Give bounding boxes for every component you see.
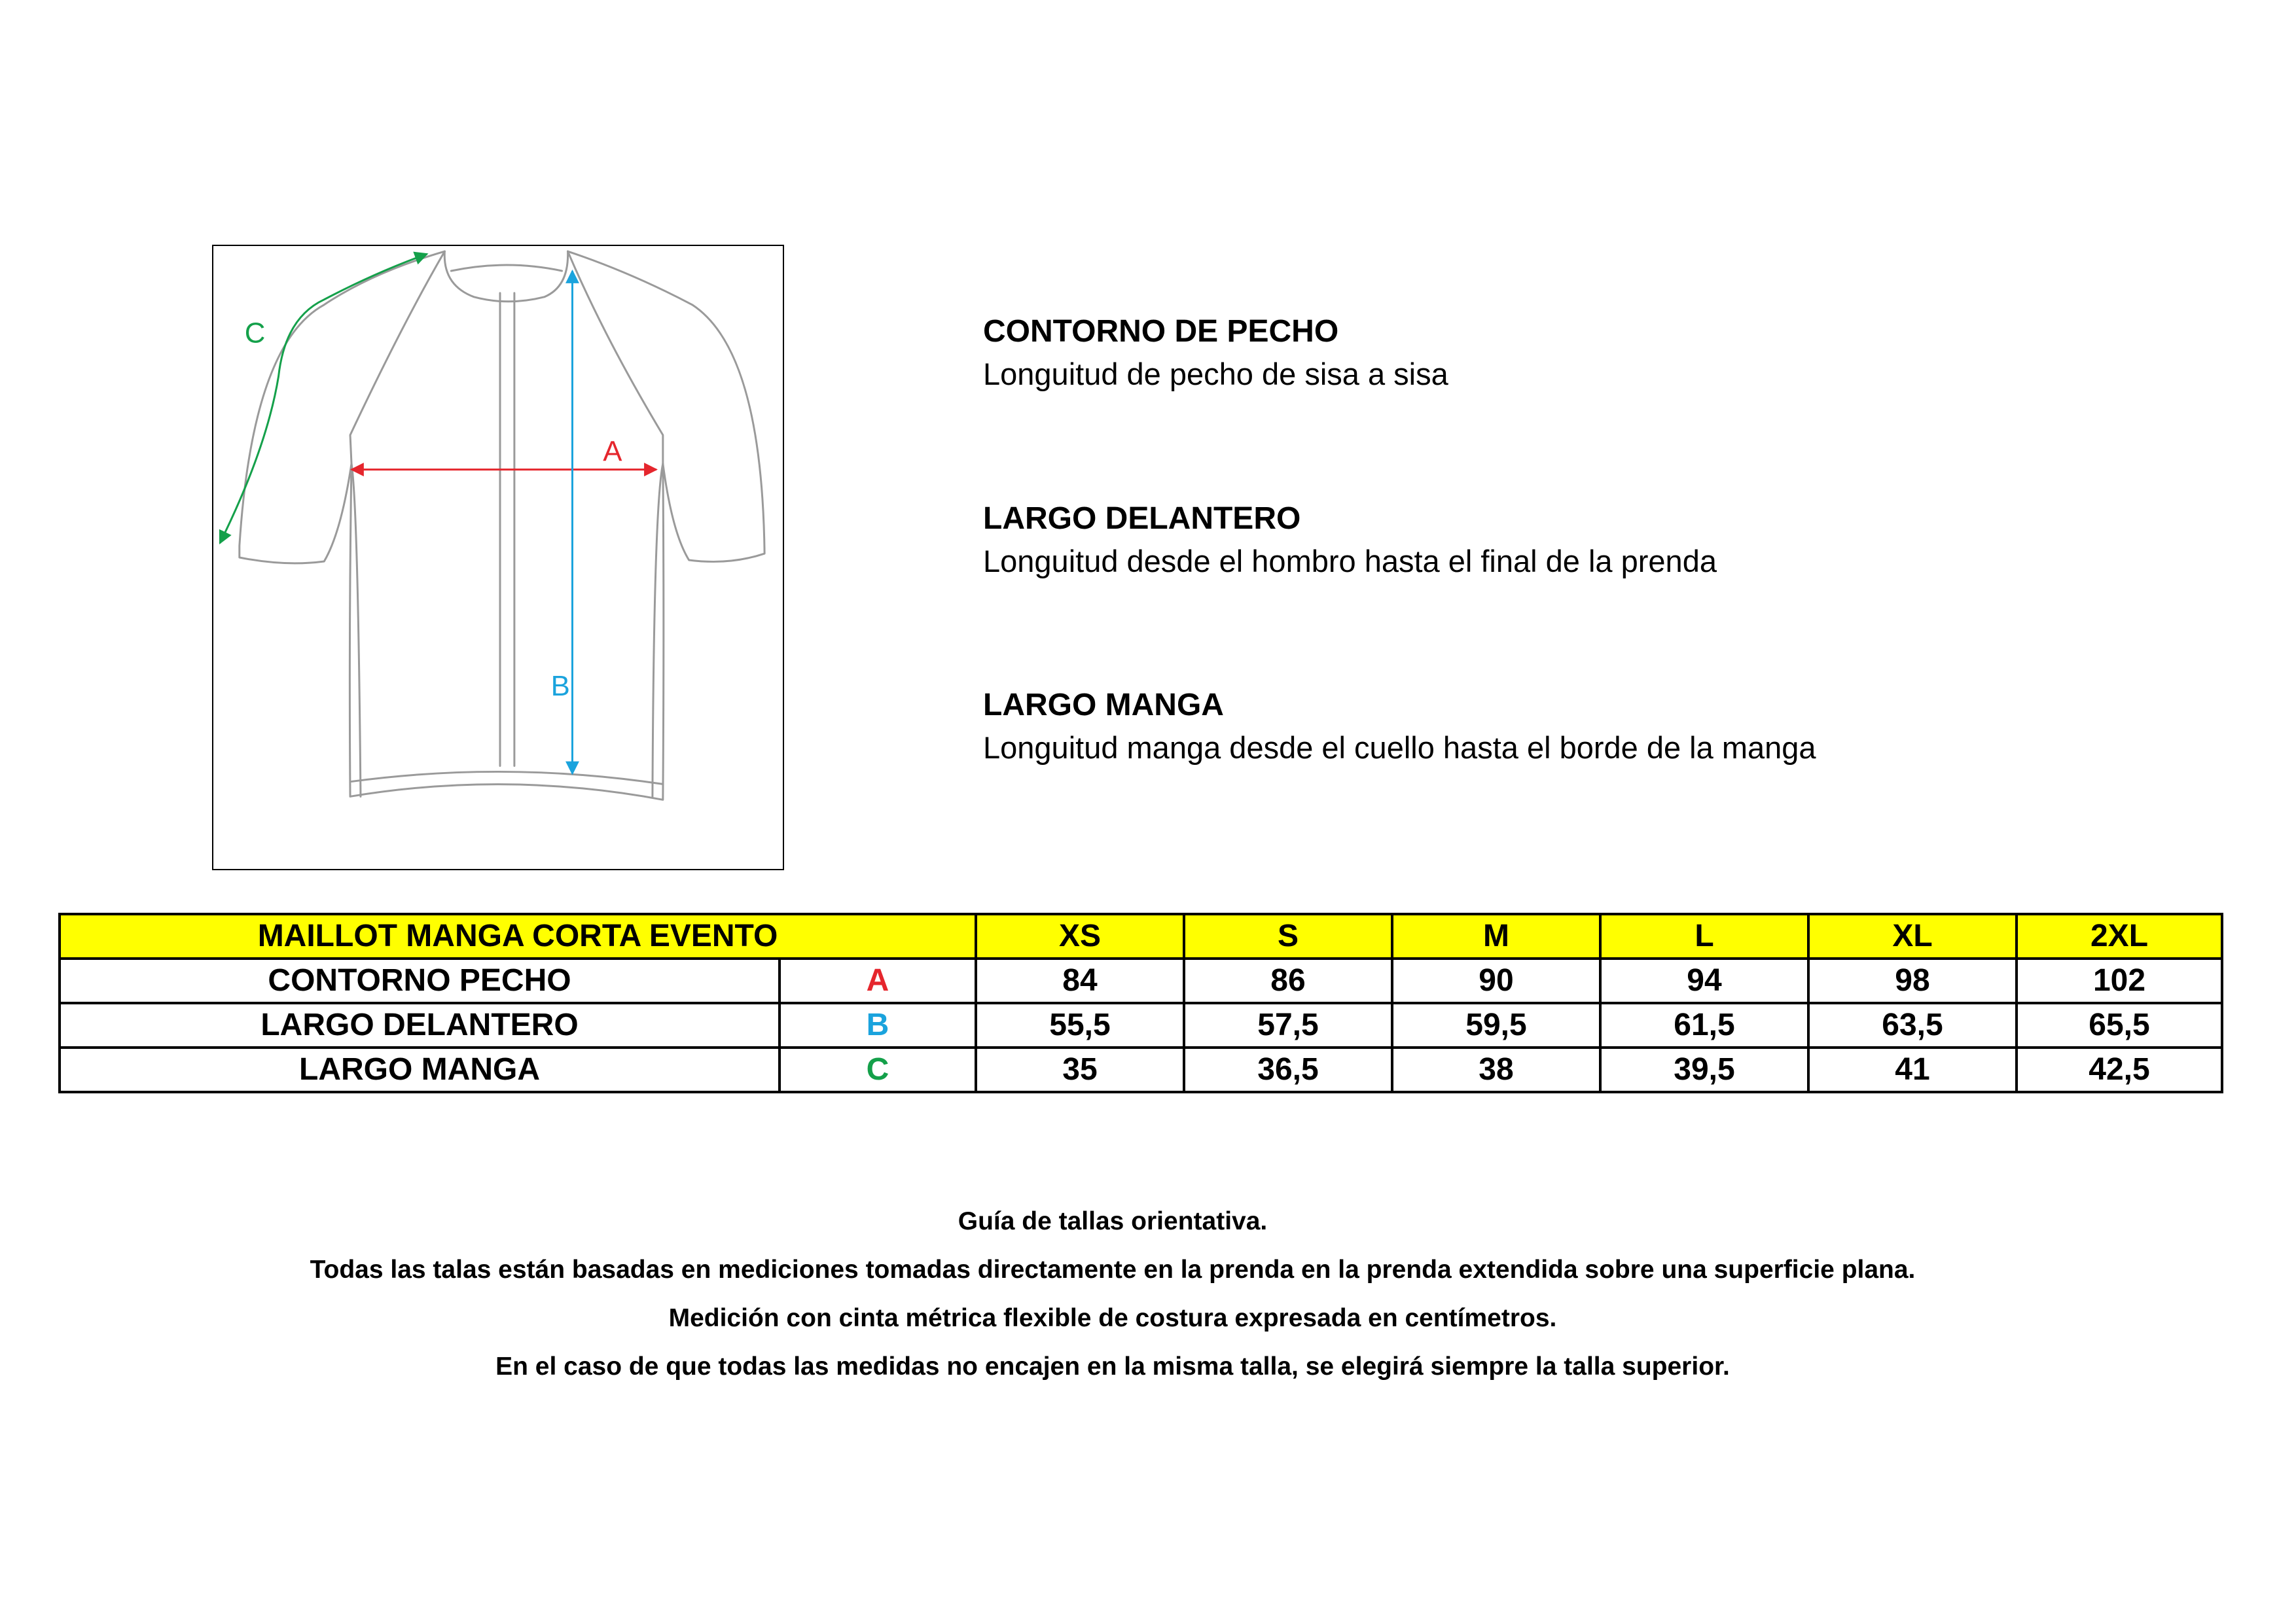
description-text: Longuitud desde el hombro hasta el final de la prenda xyxy=(983,544,1717,578)
measure-name: LARGO DELANTERO xyxy=(60,1003,780,1048)
measure-value: 35 xyxy=(976,1048,1184,1092)
size-header-2xl: 2XL xyxy=(2017,914,2222,959)
jersey-diagram xyxy=(212,245,784,870)
description-heading: LARGO DELANTERO xyxy=(983,501,1301,536)
measure-value: 98 xyxy=(1808,959,2017,1003)
size-table xyxy=(58,913,2223,1093)
table-row xyxy=(60,1048,2222,1092)
measure-value: 41 xyxy=(1808,1048,2017,1092)
measure-value: 38 xyxy=(1392,1048,1600,1092)
measure-value: 90 xyxy=(1392,959,1600,1003)
collar-inner xyxy=(451,265,562,271)
table-row xyxy=(60,1003,2222,1048)
measure-value: 65,5 xyxy=(2017,1003,2222,1048)
description-sleeve-length xyxy=(983,686,1816,766)
note-line: Guía de tallas orientativa. xyxy=(958,1207,1268,1235)
measure-value: 84 xyxy=(976,959,1184,1003)
description-chest xyxy=(983,313,1448,393)
size-header-l: L xyxy=(1600,914,1808,959)
hem-inner xyxy=(351,771,663,784)
description-text: Longuitud de pecho de sisa a sisa xyxy=(983,357,1448,391)
measure-value: 55,5 xyxy=(976,1003,1184,1048)
left-side-panel xyxy=(351,464,361,797)
table-row xyxy=(60,959,2222,1003)
left-raglan-seam xyxy=(350,251,444,464)
measure-value: 102 xyxy=(2017,959,2222,1003)
measure-value: 86 xyxy=(1184,959,1392,1003)
size-header-m: M xyxy=(1392,914,1600,959)
front-length-letter: B xyxy=(550,670,570,703)
measure-value: 36,5 xyxy=(1184,1048,1392,1092)
measure-letter: B xyxy=(780,1003,976,1048)
measure-value: 57,5 xyxy=(1184,1003,1392,1048)
jersey-illustration xyxy=(213,246,783,869)
chest-letter: A xyxy=(603,435,622,468)
description-front-length xyxy=(983,500,1717,580)
sleeve-arrow xyxy=(220,254,427,543)
collar-outline xyxy=(444,251,567,302)
measure-name: LARGO MANGA xyxy=(60,1048,780,1092)
measure-value: 39,5 xyxy=(1600,1048,1808,1092)
description-heading: LARGO MANGA xyxy=(983,688,1224,722)
size-header-s: S xyxy=(1184,914,1392,959)
measure-letter: A xyxy=(780,959,976,1003)
note-line: Medición con cinta métrica flexible de costura expresada en centímetros. xyxy=(668,1304,1557,1332)
description-text: Longuitud manga desde el cuello hasta el borde de la manga xyxy=(983,730,1816,765)
measure-name: CONTORNO PECHO xyxy=(60,959,780,1003)
measure-letter: C xyxy=(780,1048,976,1092)
measure-value: 42,5 xyxy=(2017,1048,2222,1092)
note-line: En el caso de que todas las medidas no encajen en la misma talla, se elegirá siempre la talla superior. xyxy=(495,1352,1730,1381)
measure-value: 63,5 xyxy=(1808,1003,2017,1048)
description-heading: CONTORNO DE PECHO xyxy=(983,314,1339,349)
note-line: Todas las talas están basadas en mediciones tomadas directamente en la prenda en la prenda extendida sobre una superficie plana. xyxy=(310,1256,1916,1284)
table-title: MAILLOT MANGA CORTA EVENTO xyxy=(60,914,976,959)
measure-value: 94 xyxy=(1600,959,1808,1003)
table-header-row xyxy=(60,914,2222,959)
measure-value: 61,5 xyxy=(1600,1003,1808,1048)
size-header-xs: XS xyxy=(976,914,1184,959)
measure-value: 59,5 xyxy=(1392,1003,1600,1048)
size-guide-notes xyxy=(0,1197,2225,1391)
right-side-panel xyxy=(653,464,663,797)
size-header-xl: XL xyxy=(1808,914,2017,959)
sleeve-letter: C xyxy=(244,317,266,349)
body-outline xyxy=(240,251,764,800)
